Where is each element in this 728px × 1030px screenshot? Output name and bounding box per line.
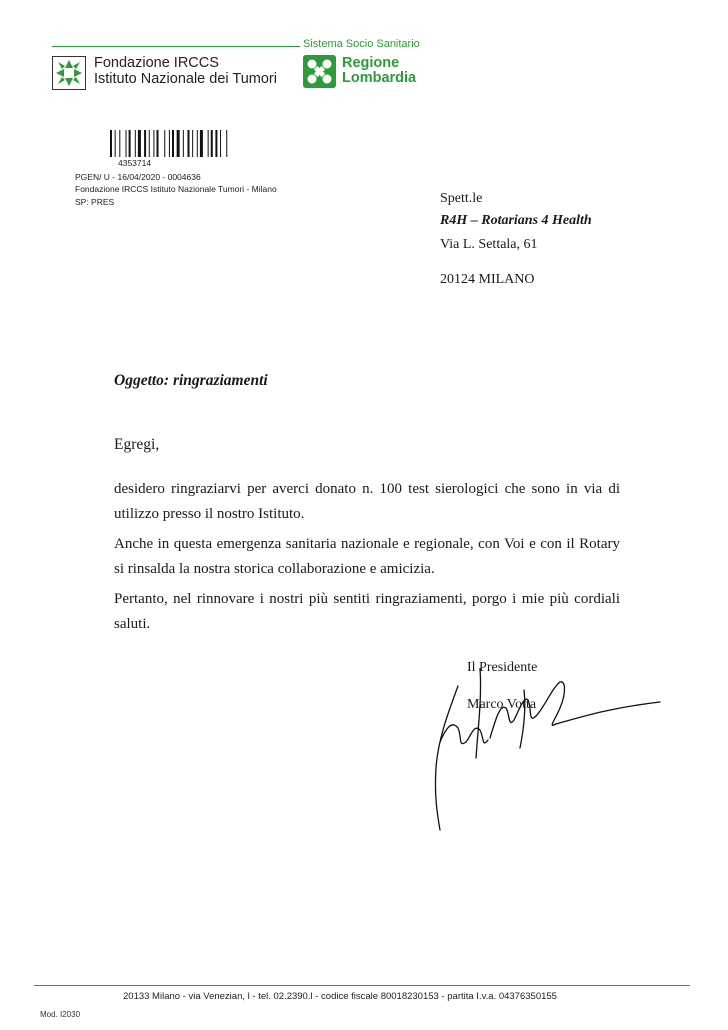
barcode-bar — [220, 130, 221, 157]
barcode-bar — [215, 130, 217, 157]
letter-greeting: Egregi, — [114, 436, 160, 453]
protocol-sp: SP: PRES — [75, 197, 115, 207]
barcode-bar — [138, 130, 141, 157]
recipient-street: Via L. Settala, 61 — [440, 237, 538, 252]
barcode-bar — [183, 130, 184, 157]
letter-paragraph: Pertanto, nel rinnovare i nostri più sentiti ringraziamenti, porgo i mie più cordiali saluti. — [114, 591, 620, 632]
signatory-role: Il Presidente — [467, 660, 538, 675]
letter-paragraph: desidero ringraziarvi per averci donato n. 100 test sierologici che sono in via di utilizzo presso il nostro Istituto. — [114, 481, 620, 522]
foundation-name — [94, 55, 277, 87]
form-code: Mod. I2030 — [40, 1010, 81, 1019]
barcode-bar — [188, 130, 190, 157]
barcode-bar — [169, 130, 170, 157]
barcode-bar — [115, 130, 116, 157]
barcode-bar — [119, 130, 120, 157]
barcode-bar — [211, 130, 213, 157]
letter-paragraph: Anche in questa emergenza sanitaria nazionale e regionale, con Voi e con il Rotary si rinsalda la nostra storica collaborazione e amicizia. — [114, 536, 620, 577]
barcode-bar — [192, 130, 193, 157]
barcode-bar — [135, 130, 136, 157]
recipient-salutation: Spett.le — [440, 191, 483, 206]
irccs-logo-icon — [52, 56, 86, 90]
barcode-bar — [149, 130, 150, 157]
protocol-institution: Fondazione IRCCS Istituto Nazionale Tumori - Milano — [75, 184, 277, 194]
barcode-bar — [153, 130, 154, 157]
barcode-icon — [110, 130, 274, 157]
barcode-number: 4353714 — [118, 158, 152, 168]
footer-rule — [34, 985, 690, 986]
footer-address: 20133 Milano - via Venezian, l - tel. 02.2390.l - codice fiscale 80018230153 - partita I.v.a. 04376350155 — [123, 991, 557, 1002]
barcode-bar — [226, 130, 227, 157]
recipient-city: 20124 MILANO — [440, 272, 535, 287]
barcode-bar — [164, 130, 165, 157]
system-label: Sistema Socio Sanitario — [303, 38, 420, 50]
barcode-bar — [177, 130, 180, 157]
barcode-bar — [129, 130, 131, 157]
handwritten-signature — [428, 668, 664, 836]
barcode-bar — [197, 130, 198, 157]
barcode-bar — [208, 130, 209, 157]
letter-subject: Oggetto: ringraziamenti — [114, 372, 268, 389]
barcode-bar — [110, 130, 112, 157]
regione-lombardia-logo-icon — [303, 55, 336, 88]
foundation-line-2: Istituto Nazionale dei Tumori — [94, 71, 277, 87]
barcode-bar — [126, 130, 127, 157]
barcode-bar — [200, 130, 203, 157]
barcode-bar — [144, 130, 146, 157]
barcode-bar — [172, 130, 174, 157]
barcode-bar — [157, 130, 159, 157]
signatory-name: Marco Votta — [467, 697, 537, 712]
region-line-1: Regione — [342, 55, 400, 71]
header-rule — [52, 46, 300, 47]
region-name — [342, 56, 416, 85]
recipient-name: R4H – Rotarians 4 Health — [440, 213, 592, 228]
region-line-2: Lombardia — [342, 69, 417, 86]
foundation-line-1: Fondazione IRCCS — [94, 55, 219, 71]
protocol-number: PGEN/ U - 16/04/2020 - 0004636 — [75, 172, 201, 182]
